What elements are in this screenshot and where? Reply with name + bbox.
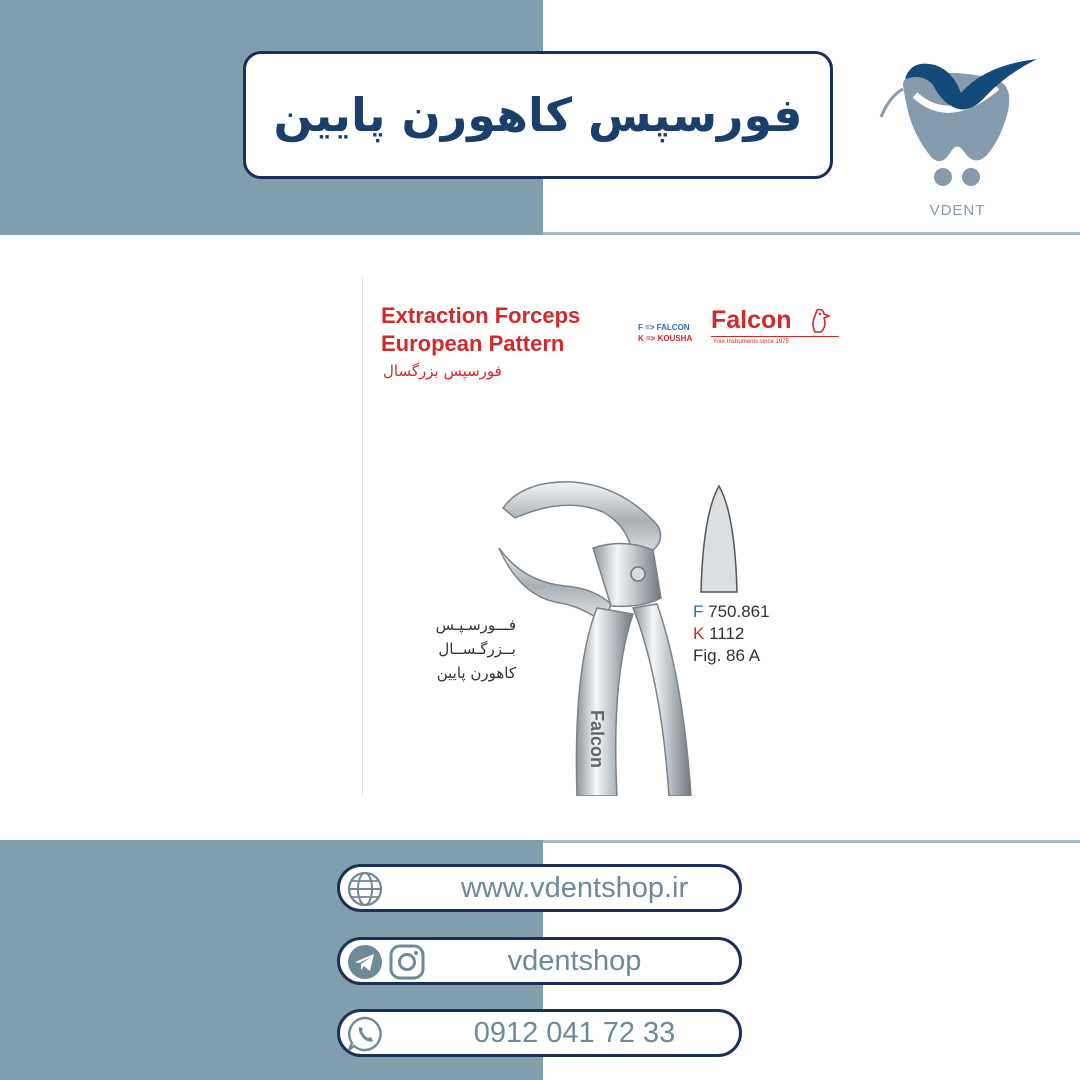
phone-number[interactable]: 0912 041 72 33 <box>473 1017 676 1049</box>
falcon-bird-icon <box>809 308 831 334</box>
falcon-brand-logo <box>711 306 843 350</box>
whatsapp-icon <box>346 1015 384 1053</box>
brand-legend <box>638 322 692 344</box>
code-falcon-letter: F <box>693 602 704 621</box>
forceps-illustration <box>493 478 693 796</box>
figure-number: Fig. 86 A <box>693 646 761 665</box>
product-codes <box>693 601 770 667</box>
tooth-cart-icon <box>875 45 1040 205</box>
website-link[interactable]: www.vdentshop.ir <box>460 872 689 904</box>
desc-line3: کاهورن پایین <box>436 664 516 682</box>
logo-text: VDENT <box>929 202 986 219</box>
legend-kousha: K => KOUSHA <box>638 334 693 343</box>
social-handle[interactable]: vdentshop <box>507 945 642 977</box>
persian-description <box>436 613 516 685</box>
catalog-title <box>381 302 580 358</box>
tip-profile-icon <box>697 484 741 594</box>
brand-tagline: Your Instruments since 1975 <box>713 339 789 345</box>
code-kousha <box>693 623 770 645</box>
desc-line2: بــزرگـســال <box>438 640 516 658</box>
brand-name: Falcon <box>711 306 792 334</box>
code-falcon-value: 750.861 <box>708 602 770 621</box>
brand-underline <box>711 336 839 337</box>
title-box <box>243 51 833 179</box>
code-falcon <box>693 601 770 623</box>
website-pill[interactable] <box>337 864 742 912</box>
header-divider <box>543 232 1080 235</box>
legend-falcon: F => FALCON <box>638 323 690 332</box>
phone-pill[interactable] <box>337 1009 742 1057</box>
catalog-title-line2: European Pattern <box>381 331 565 356</box>
footer-divider <box>543 840 1080 843</box>
page-title: فورسپس کاهورن پایین <box>273 88 803 142</box>
desc-line1: فـــورسـپـس <box>435 616 516 634</box>
catalog-subtitle: فورسپس بزرگسال <box>383 362 502 380</box>
code-kousha-value: 1112 <box>709 624 745 643</box>
catalog-title-line1: Extraction Forceps <box>381 303 581 328</box>
code-kousha-letter: K <box>693 624 705 643</box>
handle-engraving: Falcon <box>587 710 607 769</box>
vdent-logo <box>875 45 1040 220</box>
globe-icon <box>346 870 384 908</box>
product-catalog-image <box>362 278 841 796</box>
social-pill[interactable] <box>337 937 742 985</box>
telegram-icon[interactable] <box>346 943 384 981</box>
